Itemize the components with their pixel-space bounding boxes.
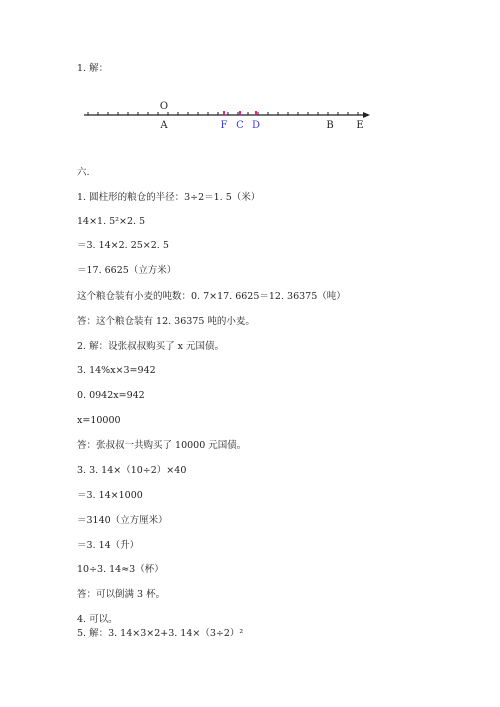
- line-12: 3. 3. 14×（10÷2）×40: [77, 465, 187, 476]
- point-label-a: A: [160, 120, 168, 131]
- line-1: 1. 圆柱形的粮仓的半径：3÷2＝1. 5（米）: [77, 192, 261, 203]
- point-label-f: F: [220, 120, 228, 131]
- point-label-c: C: [236, 120, 244, 131]
- axis-arrow-icon: [363, 112, 370, 118]
- line-11: 答：张叔叔一共购买了 10000 元国债。: [77, 440, 247, 451]
- line-3: ＝3. 14×2. 25×2. 5: [77, 240, 169, 251]
- point-label-b: B: [326, 120, 334, 131]
- line-14: ＝3140（立方厘米）: [77, 515, 168, 526]
- section-title: 六.: [77, 167, 90, 178]
- line-19: 5. 解：3. 14×3×2+3. 14×（3÷2）²: [77, 628, 244, 639]
- question-1-label: 1. 解：: [77, 63, 109, 74]
- point-label-e: E: [356, 120, 364, 131]
- line-6: 答：这个粮仓装有 12. 36375 吨的小麦。: [77, 316, 255, 327]
- line-13: ＝3. 14×1000: [77, 490, 143, 501]
- line-17: 答：可以倒满 3 杯。: [77, 589, 166, 600]
- line-4: ＝17. 6625（立方米）: [77, 265, 177, 276]
- line-18: 4. 可以。: [77, 614, 118, 625]
- number-line: [80, 100, 380, 134]
- line-10: x=10000: [77, 415, 121, 426]
- point-labels: [159, 111, 363, 131]
- line-9: 0. 0942x=942: [77, 390, 145, 401]
- line-15: ＝3. 14（升）: [77, 540, 140, 551]
- line-5: 这个粮仓装有小麦的吨数：0. 7×17. 6625＝12. 36375（吨）: [77, 291, 346, 302]
- line-16: 10÷3. 14≈3（杯）: [77, 564, 164, 575]
- line-2: 14×1. 5²×2. 5: [77, 216, 146, 227]
- point-label-d: D: [251, 120, 261, 131]
- line-8: 3. 14%x×3=942: [77, 365, 156, 376]
- line-7: 2. 解：设张叔叔购买了 x 元国债。: [77, 341, 224, 352]
- origin-label: O: [159, 101, 169, 112]
